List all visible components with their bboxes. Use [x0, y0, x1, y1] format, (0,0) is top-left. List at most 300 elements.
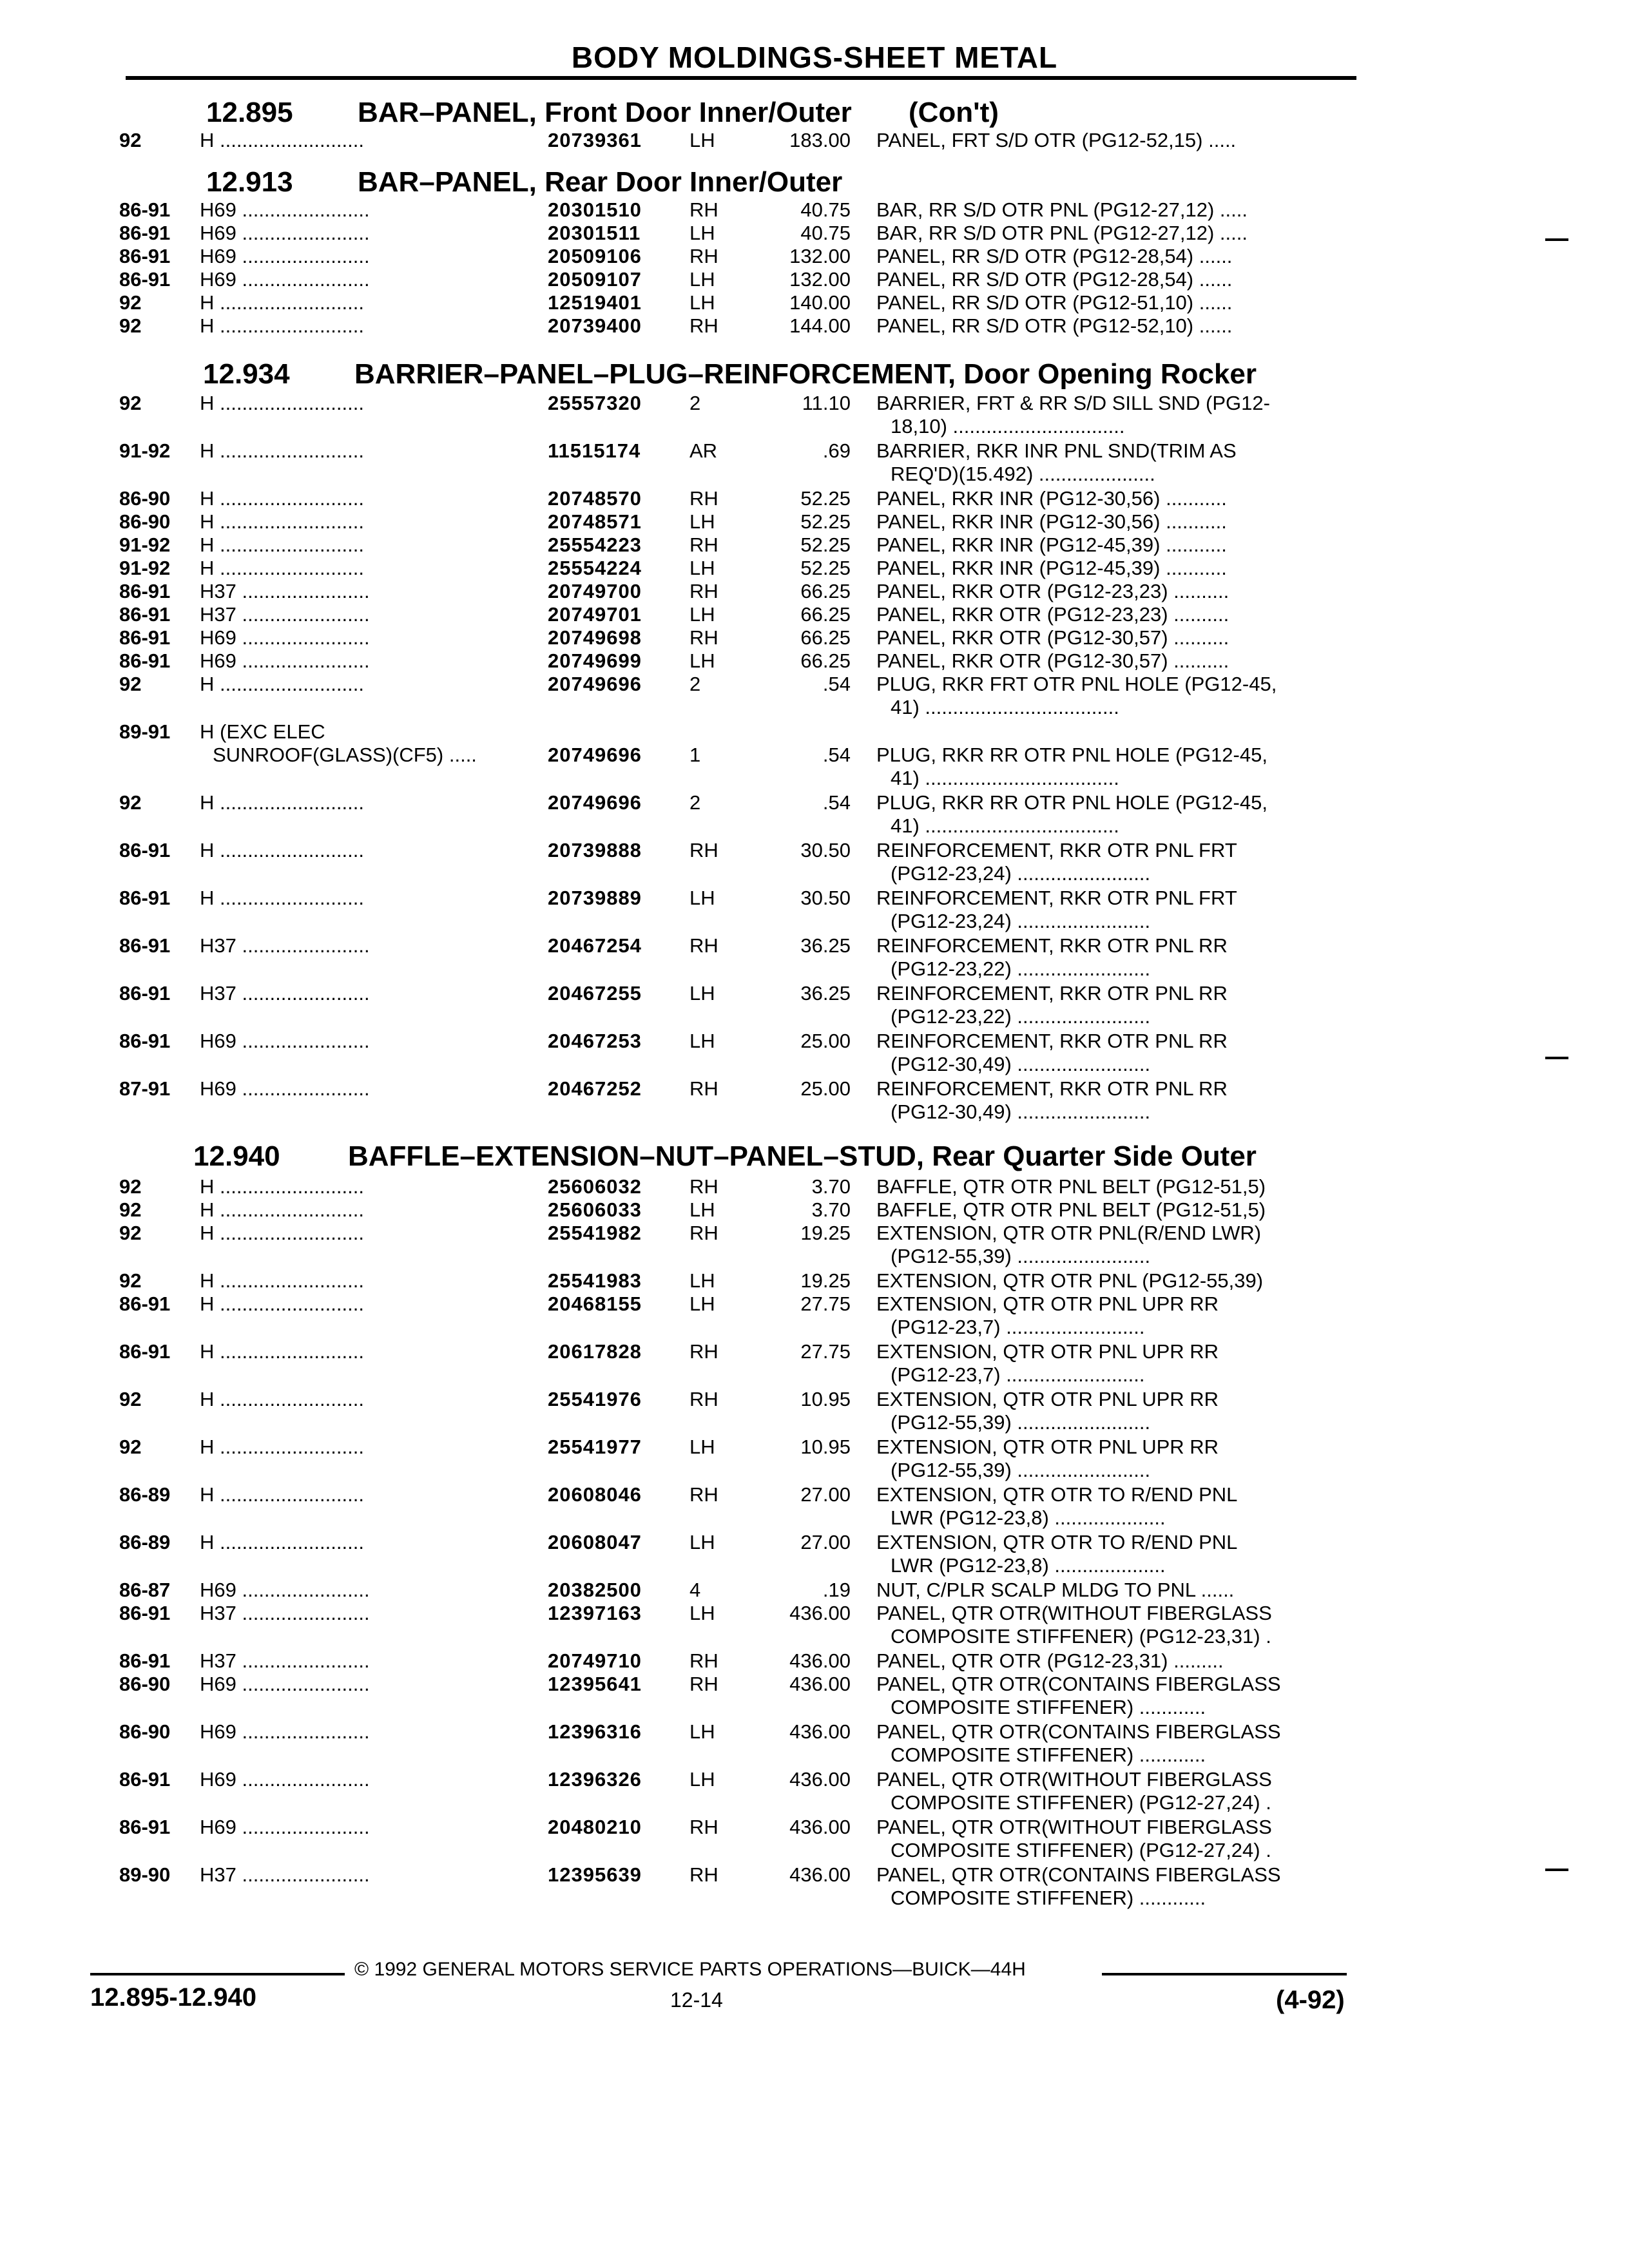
- description: PANEL, RR S/D OTR (PG12-28,54) ......: [876, 268, 1233, 291]
- quantity: LH: [689, 1198, 715, 1221]
- price: 3.70: [811, 1198, 851, 1221]
- part-number: 25541983: [548, 1269, 642, 1292]
- description: PANEL, QTR OTR(CONTAINS FIBERGLASS: [876, 1720, 1281, 1743]
- description: PANEL, RKR OTR (PG12-30,57) ..........: [876, 626, 1229, 649]
- section-number: 12.934: [203, 358, 290, 390]
- body-style: H ..........................: [200, 673, 364, 695]
- description-continued: COMPOSITE STIFFENER) ............: [891, 1696, 1206, 1718]
- part-number: 20509106: [548, 245, 642, 267]
- page-title: BODY MOLDINGS-SHEET METAL: [571, 41, 1058, 74]
- model-year: 86-89: [119, 1531, 171, 1553]
- part-number: 20480210: [548, 1816, 642, 1838]
- description-continued: LWR (PG12-23,8) ....................: [891, 1506, 1166, 1529]
- body-style: H69 .......................: [200, 1030, 370, 1052]
- part-row: [119, 839, 1356, 890]
- price: 183.00: [789, 129, 851, 151]
- description-continued: COMPOSITE STIFFENER) ............: [891, 1887, 1206, 1909]
- description: EXTENSION, QTR OTR PNL (PG12-55,39): [876, 1269, 1264, 1292]
- part-number: 20749696: [548, 791, 642, 814]
- quantity: LH: [689, 129, 715, 151]
- price: 436.00: [789, 1816, 851, 1838]
- quantity: RH: [689, 487, 718, 510]
- body-style: H ..........................: [200, 510, 364, 533]
- part-number: 20749696: [548, 673, 642, 695]
- part-number: 20382500: [548, 1579, 642, 1601]
- description: EXTENSION, QTR OTR TO R/END PNL: [876, 1531, 1238, 1553]
- description-continued: COMPOSITE STIFFENER) (PG12-27,24) .: [891, 1839, 1271, 1861]
- part-number: 25554224: [548, 557, 642, 579]
- part-number: 20748571: [548, 510, 642, 533]
- part-number: 12519401: [548, 291, 642, 314]
- price: 66.25: [800, 649, 851, 672]
- description: PANEL, RR S/D OTR (PG12-28,54) ......: [876, 245, 1233, 267]
- quantity: LH: [689, 649, 715, 672]
- description-continued: REQ'D)(15.492) .....................: [891, 463, 1155, 485]
- description: EXTENSION, QTR OTR PNL UPR RR: [876, 1340, 1219, 1363]
- part-number: 20739888: [548, 839, 642, 861]
- part-row: [119, 720, 1356, 789]
- quantity: LH: [689, 510, 715, 533]
- body-style: H69 .......................: [200, 1673, 370, 1695]
- price: .54: [822, 744, 851, 766]
- section-title: BAR–PANEL, Front Door Inner/Outer: [358, 97, 852, 128]
- price: 52.25: [800, 557, 851, 579]
- model-year: 92: [119, 291, 142, 314]
- part-number: 11515174: [548, 439, 641, 462]
- margin-mark: [1545, 238, 1568, 241]
- body-style: H ..........................: [200, 1388, 364, 1410]
- part-number: 12395641: [548, 1673, 642, 1695]
- part-row: [119, 1863, 1356, 1915]
- description: EXTENSION, QTR OTR PNL UPR RR: [876, 1388, 1219, 1410]
- part-row: [119, 1340, 1356, 1392]
- description-continued: (PG12-30,49) ........................: [891, 1053, 1151, 1075]
- model-year: 86-91: [119, 982, 171, 1004]
- description: PANEL, RKR OTR (PG12-23,23) ..........: [876, 603, 1229, 626]
- price: .69: [822, 439, 851, 462]
- description: PANEL, RR S/D OTR (PG12-52,10) ......: [876, 314, 1233, 337]
- description: PLUG, RKR RR OTR PNL HOLE (PG12-45,: [876, 791, 1268, 814]
- model-year: 86-91: [119, 245, 171, 267]
- part-number: 20617828: [548, 1340, 642, 1363]
- quantity: LH: [689, 557, 715, 579]
- body-style: H ..........................: [200, 1269, 364, 1292]
- body-style: H ..........................: [200, 1198, 364, 1221]
- part-number: 20749701: [548, 603, 642, 626]
- part-number: 20301510: [548, 198, 642, 221]
- quantity: RH: [689, 1388, 718, 1410]
- part-number: 12395639: [548, 1863, 642, 1886]
- model-year: 92: [119, 1222, 142, 1244]
- quantity: LH: [689, 222, 715, 244]
- description: BAR, RR S/D OTR PNL (PG12-27,12) .....: [876, 198, 1248, 221]
- body-style: H ..........................: [200, 791, 364, 814]
- model-year: 86-91: [119, 626, 171, 649]
- description-continued: 41) ...................................: [891, 696, 1119, 718]
- part-row: [119, 1436, 1356, 1487]
- price: 66.25: [800, 626, 851, 649]
- description-continued: (PG12-23,7) .........................: [891, 1363, 1145, 1386]
- part-row: [119, 982, 1356, 1033]
- part-number: 20739889: [548, 887, 642, 909]
- description: PANEL, QTR OTR(CONTAINS FIBERGLASS: [876, 1863, 1281, 1886]
- description: EXTENSION, QTR OTR PNL UPR RR: [876, 1293, 1219, 1315]
- body-style: H69 .......................: [200, 1720, 370, 1743]
- section-title: BAR–PANEL, Rear Door Inner/Outer: [358, 166, 843, 198]
- body-style: H ..........................: [200, 1340, 364, 1363]
- body-style: H ..........................: [200, 839, 364, 861]
- body-style: H37 .......................: [200, 1649, 370, 1672]
- part-row: [119, 1388, 1356, 1439]
- footer-copyright: © 1992 GENERAL MOTORS SERVICE PARTS OPERATIONS—BUICK—44H: [354, 1959, 1026, 1980]
- quantity: LH: [689, 1293, 715, 1315]
- quantity: LH: [689, 1602, 715, 1624]
- quantity: LH: [689, 1531, 715, 1553]
- model-year: 92: [119, 1175, 142, 1198]
- part-row: [119, 1077, 1356, 1129]
- price: 10.95: [800, 1388, 851, 1410]
- body-style: H ..........................: [200, 291, 364, 314]
- description: REINFORCEMENT, RKR OTR PNL RR: [876, 934, 1228, 957]
- part-number: 20301511: [548, 222, 641, 244]
- margin-mark: [1545, 1057, 1568, 1059]
- model-year: 92: [119, 392, 142, 414]
- description-continued: COMPOSITE STIFFENER) (PG12-23,31) .: [891, 1625, 1271, 1648]
- part-number: 25554223: [548, 533, 642, 556]
- quantity: 2: [689, 791, 701, 814]
- model-year: 86-91: [119, 1030, 171, 1052]
- part-number: 20467252: [548, 1077, 642, 1100]
- body-style: H69 .......................: [200, 649, 370, 672]
- quantity: AR: [689, 439, 718, 462]
- description-continued: (PG12-23,7) .........................: [891, 1316, 1145, 1338]
- part-row: [119, 1293, 1356, 1344]
- model-year: 86-91: [119, 603, 171, 626]
- quantity: RH: [689, 1340, 718, 1363]
- description-continued: (PG12-23,22) ........................: [891, 1005, 1151, 1028]
- quantity: LH: [689, 887, 715, 909]
- model-year: 86-91: [119, 1816, 171, 1838]
- description-continued: COMPOSITE STIFFENER) ............: [891, 1744, 1206, 1766]
- part-number: 25606032: [548, 1175, 642, 1198]
- part-row: [119, 1768, 1356, 1820]
- description: PANEL, QTR OTR(WITHOUT FIBERGLASS: [876, 1602, 1272, 1624]
- price: .54: [822, 791, 851, 814]
- description-continued: (PG12-23,24) ........................: [891, 910, 1151, 932]
- section-number: 12.913: [206, 166, 293, 198]
- description: PANEL, RKR INR (PG12-45,39) ...........: [876, 533, 1227, 556]
- quantity: RH: [689, 1673, 718, 1695]
- description: EXTENSION, QTR OTR PNL UPR RR: [876, 1436, 1219, 1458]
- body-style: H37 .......................: [200, 1602, 370, 1624]
- model-year: 86-91: [119, 839, 171, 861]
- body-style: H ..........................: [200, 392, 364, 414]
- description: PANEL, RKR OTR (PG12-23,23) ..........: [876, 580, 1229, 602]
- footer-rule-left: [90, 1973, 345, 1975]
- model-year: 86-91: [119, 1768, 171, 1791]
- model-year: 92: [119, 673, 142, 695]
- price: 36.25: [800, 982, 851, 1004]
- model-year: 89-90: [119, 1863, 171, 1886]
- description-continued: (PG12-23,24) ........................: [891, 862, 1151, 885]
- body-style: H ..........................: [200, 129, 364, 151]
- part-number: 20608047: [548, 1531, 642, 1553]
- body-style: H ..........................: [200, 439, 364, 462]
- price: 132.00: [789, 268, 851, 291]
- body-style: H ..........................: [200, 1293, 364, 1315]
- price: 436.00: [789, 1602, 851, 1624]
- description: BARRIER, RKR INR PNL SND(TRIM AS: [876, 439, 1237, 462]
- part-number: 20749700: [548, 580, 642, 602]
- price: 144.00: [789, 314, 851, 337]
- description: PANEL, RKR INR (PG12-45,39) ...........: [876, 557, 1227, 579]
- section-title: BARRIER–PANEL–PLUG–REINFORCEMENT, Door Opening Rocker: [354, 358, 1257, 390]
- body-style: H69 .......................: [200, 268, 370, 291]
- part-row: [119, 1030, 1356, 1081]
- part-number: 20749699: [548, 649, 642, 672]
- body-style: H37 .......................: [200, 1863, 370, 1886]
- part-number: 12396326: [548, 1768, 642, 1791]
- body-style: H69 .......................: [200, 1768, 370, 1791]
- footer-section-range: 12.895-12.940: [90, 1983, 257, 2012]
- price: 436.00: [789, 1768, 851, 1791]
- section-title: BAFFLE–EXTENSION–NUT–PANEL–STUD, Rear Quarter Side Outer: [348, 1140, 1257, 1172]
- part-number: 20468155: [548, 1293, 642, 1315]
- price: 132.00: [789, 245, 851, 267]
- model-year: 86-91: [119, 1340, 171, 1363]
- body-style: H ..........................: [200, 557, 364, 579]
- quantity: RH: [689, 934, 718, 957]
- description-continued: 41) ...................................: [891, 767, 1119, 789]
- model-year: 92: [119, 314, 142, 337]
- part-number: 20467253: [548, 1030, 642, 1052]
- part-row: [119, 887, 1356, 938]
- model-year: 86-90: [119, 1720, 171, 1743]
- description: PANEL, QTR OTR (PG12-23,31) .........: [876, 1649, 1224, 1672]
- description-continued: (PG12-55,39) ........................: [891, 1459, 1151, 1481]
- quantity: LH: [689, 603, 715, 626]
- description: REINFORCEMENT, RKR OTR PNL FRT: [876, 887, 1237, 909]
- description: PANEL, RKR INR (PG12-30,56) ...........: [876, 510, 1227, 533]
- part-number: 20467254: [548, 934, 642, 957]
- quantity: RH: [689, 1077, 718, 1100]
- price: 27.75: [800, 1340, 851, 1363]
- description: NUT, C/PLR SCALP MLDG TO PNL ......: [876, 1579, 1235, 1601]
- model-year: 86-91: [119, 580, 171, 602]
- part-row: [119, 673, 1356, 724]
- price: 436.00: [789, 1720, 851, 1743]
- price: .54: [822, 673, 851, 695]
- price: 40.75: [800, 198, 851, 221]
- body-style: H69 .......................: [200, 245, 370, 267]
- description: PANEL, FRT S/D OTR (PG12-52,15) .....: [876, 129, 1237, 151]
- description-continued: 41) ...................................: [891, 814, 1119, 837]
- description-continued: (PG12-30,49) ........................: [891, 1100, 1151, 1123]
- part-number: 20608046: [548, 1483, 642, 1506]
- model-year: 86-91: [119, 887, 171, 909]
- model-year: 92: [119, 791, 142, 814]
- footer-rule-right: [1102, 1973, 1347, 1975]
- description: REINFORCEMENT, RKR OTR PNL RR: [876, 1077, 1228, 1100]
- section-number: 12.895: [206, 97, 293, 128]
- price: 30.50: [800, 839, 851, 861]
- part-row: [119, 439, 1356, 491]
- body-style: H ..........................: [200, 1222, 364, 1244]
- footer-page-number: 12-14: [670, 1988, 723, 2012]
- header-rule: [126, 76, 1356, 80]
- part-row: [119, 1816, 1356, 1867]
- quantity: RH: [689, 1222, 718, 1244]
- description: REINFORCEMENT, RKR OTR PNL FRT: [876, 839, 1237, 861]
- footer-date: (4-92): [1276, 1986, 1345, 2014]
- description: PANEL, RKR OTR (PG12-30,57) ..........: [876, 649, 1229, 672]
- part-row: [119, 934, 1356, 986]
- part-number: 20749696: [548, 744, 642, 766]
- model-year: 86-91: [119, 1649, 171, 1672]
- price: 19.25: [800, 1269, 851, 1292]
- description-continued: 18,10) ...............................: [891, 415, 1125, 437]
- price: 40.75: [800, 222, 851, 244]
- body-style: H ..........................: [200, 1175, 364, 1198]
- quantity: RH: [689, 314, 718, 337]
- part-number: 20467255: [548, 982, 642, 1004]
- model-year: 92: [119, 1198, 142, 1221]
- description: BARRIER, FRT & RR S/D SILL SND (PG12-: [876, 392, 1270, 414]
- body-style: H ..........................: [200, 1531, 364, 1553]
- quantity: LH: [689, 1436, 715, 1458]
- part-row: [119, 1222, 1356, 1273]
- part-number: 25541977: [548, 1436, 642, 1458]
- description: PANEL, RR S/D OTR (PG12-51,10) ......: [876, 291, 1233, 314]
- quantity: LH: [689, 982, 715, 1004]
- body-style: H69 .......................: [200, 1816, 370, 1838]
- part-number: 20749710: [548, 1649, 642, 1672]
- quantity: RH: [689, 1816, 718, 1838]
- price: 52.25: [800, 510, 851, 533]
- price: 52.25: [800, 533, 851, 556]
- quantity: RH: [689, 245, 718, 267]
- part-number: 20739400: [548, 314, 642, 337]
- part-number: 12397163: [548, 1602, 642, 1624]
- description-continued: (PG12-55,39) ........................: [891, 1411, 1151, 1434]
- part-number: 20739361: [548, 129, 642, 151]
- model-year: 86-91: [119, 268, 171, 291]
- price: 436.00: [789, 1649, 851, 1672]
- price: 27.00: [800, 1531, 851, 1553]
- quantity: RH: [689, 626, 718, 649]
- model-year: 86-90: [119, 1673, 171, 1695]
- description: REINFORCEMENT, RKR OTR PNL RR: [876, 1030, 1228, 1052]
- body-style: H ..........................: [200, 533, 364, 556]
- quantity: 4: [689, 1579, 701, 1601]
- body-style: H37 .......................: [200, 580, 370, 602]
- model-year: 86-91: [119, 1602, 171, 1624]
- body-style: H ..........................: [200, 1436, 364, 1458]
- part-row: [119, 1531, 1356, 1582]
- model-year: 92: [119, 1269, 142, 1292]
- model-year: 91-92: [119, 533, 171, 556]
- quantity: RH: [689, 839, 718, 861]
- part-number: 20509107: [548, 268, 642, 291]
- body-style: H69 .......................: [200, 626, 370, 649]
- model-year: 92: [119, 129, 142, 151]
- price: .19: [822, 1579, 851, 1601]
- price: 66.25: [800, 603, 851, 626]
- price: 66.25: [800, 580, 851, 602]
- quantity: RH: [689, 1483, 718, 1506]
- price: 10.95: [800, 1436, 851, 1458]
- body-style: H69 .......................: [200, 222, 370, 244]
- body-style: H69 .......................: [200, 198, 370, 221]
- description-continued: COMPOSITE STIFFENER) (PG12-27,24) .: [891, 1791, 1271, 1814]
- quantity: RH: [689, 1175, 718, 1198]
- description: PLUG, RKR RR OTR PNL HOLE (PG12-45,: [876, 744, 1268, 766]
- body-style: H ..........................: [200, 887, 364, 909]
- price: 27.00: [800, 1483, 851, 1506]
- description-continued: (PG12-23,22) ........................: [891, 957, 1151, 980]
- body-style: H37 .......................: [200, 982, 370, 1004]
- quantity: LH: [689, 1269, 715, 1292]
- price: 19.25: [800, 1222, 851, 1244]
- quantity: RH: [689, 533, 718, 556]
- section-number: 12.940: [193, 1140, 280, 1172]
- price: 140.00: [789, 291, 851, 314]
- model-year: 86-90: [119, 510, 171, 533]
- part-number: 25541976: [548, 1388, 642, 1410]
- quantity: LH: [689, 1768, 715, 1791]
- description-continued: LWR (PG12-23,8) ....................: [891, 1554, 1166, 1577]
- price: 436.00: [789, 1863, 851, 1886]
- price: 27.75: [800, 1293, 851, 1315]
- description: BAFFLE, QTR OTR PNL BELT (PG12-51,5): [876, 1175, 1266, 1198]
- price: 3.70: [811, 1175, 851, 1198]
- quantity: LH: [689, 291, 715, 314]
- model-year: 92: [119, 1436, 142, 1458]
- body-style: H ..........................: [200, 314, 364, 337]
- part-number: 25541982: [548, 1222, 642, 1244]
- part-row: [119, 1720, 1356, 1772]
- price: 11.10: [802, 392, 851, 414]
- model-year: 86-91: [119, 649, 171, 672]
- part-row: [119, 791, 1356, 843]
- body-style: H ..........................: [200, 487, 364, 510]
- part-number: 12396316: [548, 1720, 642, 1743]
- part-number: 20749698: [548, 626, 642, 649]
- description: REINFORCEMENT, RKR OTR PNL RR: [876, 982, 1228, 1004]
- model-year: 91-92: [119, 557, 171, 579]
- description: PLUG, RKR FRT OTR PNL HOLE (PG12-45,: [876, 673, 1277, 695]
- price: 36.25: [800, 934, 851, 957]
- quantity: 1: [689, 744, 701, 766]
- body-style: H37 .......................: [200, 934, 370, 957]
- margin-mark: [1545, 1869, 1568, 1871]
- description: BAR, RR S/D OTR PNL (PG12-27,12) .....: [876, 222, 1248, 244]
- body-style: H ..........................: [200, 1483, 364, 1506]
- body-style: H37 .......................: [200, 603, 370, 626]
- description: BAFFLE, QTR OTR PNL BELT (PG12-51,5): [876, 1198, 1266, 1221]
- model-year: 92: [119, 1388, 142, 1410]
- description-continued: (PG12-55,39) ........................: [891, 1245, 1151, 1267]
- body-style: H (EXC ELEC: [200, 720, 325, 743]
- model-year: 86-91: [119, 222, 171, 244]
- model-year: 86-91: [119, 934, 171, 957]
- quantity: 2: [689, 673, 701, 695]
- body-style: H69 .......................: [200, 1579, 370, 1601]
- quantity: RH: [689, 198, 718, 221]
- body-style: H69 .......................: [200, 1077, 370, 1100]
- quantity: LH: [689, 268, 715, 291]
- model-year: 86-91: [119, 198, 171, 221]
